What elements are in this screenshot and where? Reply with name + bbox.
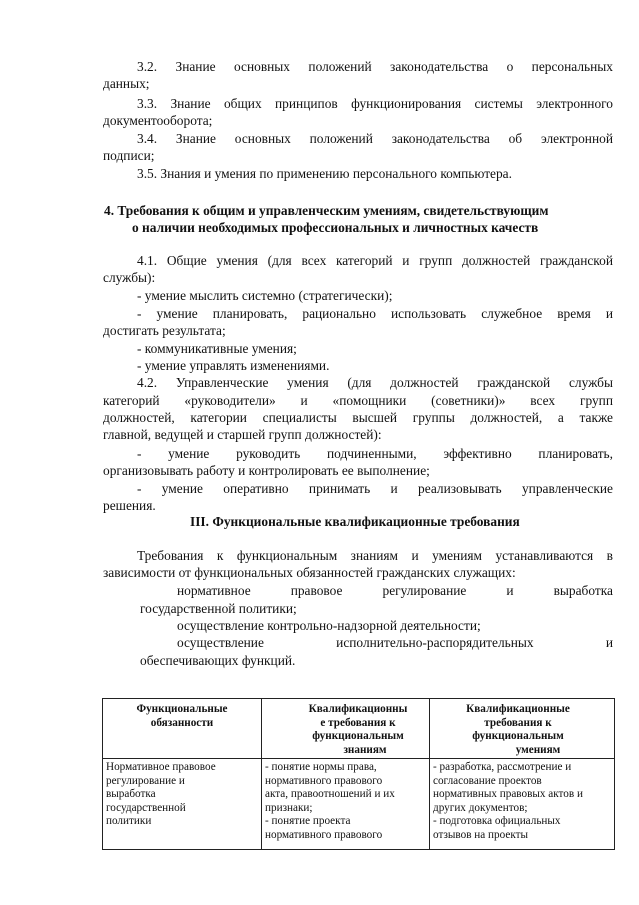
table-header-text: знаниям	[343, 743, 387, 756]
table-cell-line: нормативного правового	[265, 828, 383, 841]
paragraph-3-5: 3.5. Знания и умения по применению персонального компьютера.	[137, 166, 512, 181]
table-header-text: умениям	[515, 743, 561, 756]
paragraph-4-2-line-4: главной, ведущей и старшей групп должностей):	[103, 427, 382, 442]
qualification-requirements-table	[102, 698, 615, 850]
table-cell-line: нормативных правовых актов и	[433, 788, 583, 800]
general-skill-4: - умение управлять изменениями.	[137, 358, 330, 373]
general-skill-3: - коммуникативные умения;	[137, 341, 297, 356]
function-2: осуществление контрольно-надзорной деятельности;	[177, 618, 481, 633]
paragraph-4-2-line-1: 4.2. Управленческие умения (для должностей гражданской службы	[137, 375, 613, 390]
table-cell-line: - понятие проекта	[265, 815, 351, 827]
managerial-skill-1-line-2: организовывать работу и контролировать ее выполнение;	[103, 463, 430, 478]
paragraph-4-1-line-1: 4.1. Общие умения (для всех категорий и групп должностей гражданской	[137, 253, 613, 268]
table-cell-line: - понятие нормы права,	[265, 761, 377, 773]
table-cell-line: - подготовка официальных	[433, 815, 561, 827]
paragraph-3-2-line-2: данных;	[103, 76, 150, 91]
table-cell-line: Нормативное правовое	[106, 761, 216, 773]
section-iii-heading: III. Функциональные квалификационные требования	[190, 514, 520, 529]
paragraph-3-4-line-2: подписи;	[103, 148, 155, 163]
section-4-heading-line-1: 4. Требования к общим и управленческим умениям, свидетельствующим	[104, 203, 549, 218]
table-header-text: функциональным	[312, 730, 404, 742]
table-cell-line: регулирование и	[106, 774, 185, 787]
table-column-divider	[429, 699, 430, 849]
table-cell-line: других документов;	[433, 801, 528, 814]
table-cell-line: нормативного правового	[265, 774, 383, 787]
table-cell-line: выработка	[106, 788, 156, 800]
table-header-text: обязанности	[150, 716, 214, 729]
paragraph-3-2-line-1: 3.2. Знание основных положений законодательства о персональных	[137, 59, 613, 74]
table-cell-line: согласование проектов	[433, 774, 542, 787]
table-cell-line: политики	[106, 815, 152, 827]
table-cell-line: государственной	[106, 801, 186, 814]
table-header-skills	[443, 703, 593, 757]
table-header-text: Квалификационные	[466, 703, 570, 715]
intro-line-1: Требования к функциональным знаниям и умениям устанавливаются в	[137, 548, 613, 563]
intro-line-2: зависимости от функциональных обязанностей гражданских служащих:	[103, 565, 516, 580]
paragraph-3-4-line-1: 3.4. Знание основных положений законодательства об электронной	[137, 131, 613, 146]
table-header-text: Функциональные	[136, 703, 228, 715]
table-header-text: требования к	[484, 716, 552, 729]
function-1-line-2: государственной политики;	[140, 601, 297, 616]
general-skill-2-line-1: - умение планировать, рационально использовать служебное время и	[137, 306, 613, 321]
table-header-duties	[103, 703, 261, 730]
table-header-divider	[103, 758, 614, 759]
table-cell-line: - разработка, рассмотрение и	[433, 761, 572, 773]
managerial-skill-1-line-1: - умение руководить подчиненными, эффективно планировать,	[137, 446, 613, 461]
table-cell-line: отзывов на проекты	[433, 828, 529, 841]
paragraph-4-2-line-3: должностей, категории специалисты высшей группы должностей, а также	[103, 410, 613, 425]
paragraph-4-1-line-2: службы):	[103, 270, 156, 285]
general-skill-2-line-2: достигать результата;	[103, 323, 226, 338]
paragraph-3-3-line-2: документооборота;	[103, 113, 213, 128]
table-cell-line: признаки;	[265, 801, 313, 814]
table-header-text: е требования к	[320, 716, 396, 729]
general-skill-1: - умение мыслить системно (стратегически);	[137, 288, 393, 303]
function-3-line-1: осуществление исполнительно-распорядительных и	[177, 635, 613, 650]
table-cell-line: акта, правоотношений и их	[265, 788, 395, 800]
paragraph-3-3-line-1: 3.3. Знание общих принципов функционирования системы электронного	[137, 96, 613, 111]
table-header-text: функциональным	[472, 730, 564, 742]
table-header-knowledge	[293, 703, 423, 757]
table-cell-knowledge	[265, 761, 395, 842]
table-cell-duty	[106, 761, 216, 829]
managerial-skill-2-line-2: решения.	[103, 498, 156, 513]
table-cell-skills	[433, 761, 583, 842]
function-1-line-1: нормативное правовое регулирование и выработка	[177, 583, 613, 598]
paragraph-4-2-line-2: категорий «руководители» и «помощники (советники)» всех групп	[103, 393, 613, 408]
section-4-heading-line-2: о наличии необходимых профессиональных и личностных качеств	[132, 220, 539, 235]
table-header-text: Квалификационны	[308, 703, 408, 715]
function-3-line-2: обеспечивающих функций.	[140, 653, 296, 668]
table-column-divider	[261, 699, 262, 849]
managerial-skill-2-line-1: - умение оперативно принимать и реализовывать управленческие	[137, 481, 613, 496]
